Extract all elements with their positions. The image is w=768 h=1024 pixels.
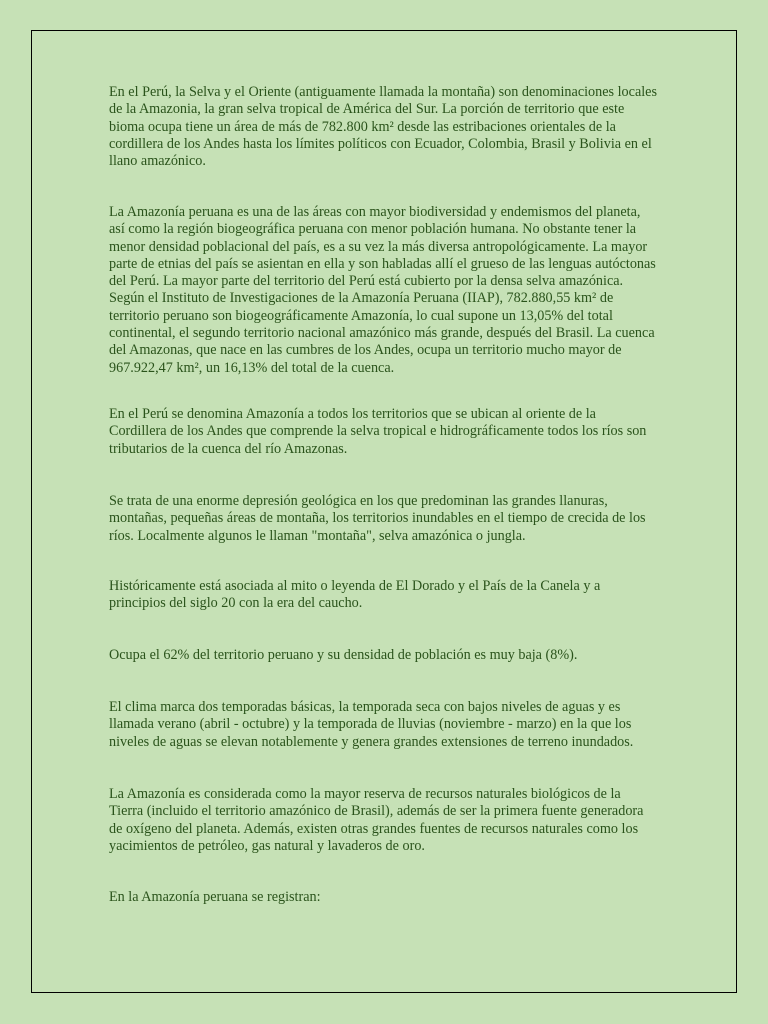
paragraph-geology: Se trata de una enorme depresión geológica en los que predominan las grandes llanuras, montañas, pequeñas áreas de montaña, los territorios inundables en el tiempo de crecida de los ríos. Localmente algunos le llaman "montaña", selva amazónica o jungla. [109,493,646,544]
paragraph-amazonia-definition: En el Perú, la Selva y el Oriente (antiguamente llamada la montaña) son denominaciones locales de la Amazonia, la gran selva tropical de América del Sur. La porción de territorio que este bioma ocupa tiene un área de más de 782.800 km² desde las estribaciones orientales de la cordillera de los Andes hasta los límites políticos con Ecuador, Colombia, Brasil y Bolivia en el llano amazónico. [109,84,657,170]
paragraph-climate: El clima marca dos temporadas básicas, la temporada seca con bajos niveles de aguas y es llamada verano (abril - octubre) y la temporada de lluvias (noviembre - marzo) en la que los niveles de aguas se elevan notablemente y genera grandes extensiones de terreno inundados. [109,699,634,750]
paragraph-natural-resources: La Amazonía es considerada como la mayor reserva de recursos naturales biológicos de la Tierra (incluido el territorio amazónico de Brasil), además de ser la primera fuente generadora de oxígeno del planeta. Además, existen otras grandes fuentes de recursos naturales como los yacimientos de petróleo, gas natural y lavaderos de oro. [109,786,644,854]
paragraph-history: Históricamente está asociada al mito o leyenda de El Dorado y el País de la Canela y a principios del siglo 20 con la era del caucho. [109,578,601,612]
paragraph-territory-definition: En el Perú se denomina Amazonía a todos los territorios que se ubican al oriente de la Cordillera de los Andes que comprende la selva tropical e hidrográficamente todos los ríos son tributarios de la cuenca del río Amazonas. [109,406,647,457]
paragraph-registry-intro: En la Amazonía peruana se registran: [109,889,321,905]
paragraph-biodiversity: La Amazonía peruana es una de las áreas con mayor biodiversidad y endemismos del planeta, así como la región biogeográfica peruana con menor población humana. No obstante tener la menor densidad poblacional del país, es a su vez la más diversa antropológicamente. La mayor parte de etnias del país se asientan en ella y son habladas allí el grueso de las lenguas autóctonas del Perú. La mayor parte del territorio del Perú está cubierto por la densa selva amazónica. Según el Instituto de Investigaciones de la Amazonía Peruana (IIAP), 782.880,55 km² de territorio peruano son biogeográficamente Amazonía, lo cual supone un 13,05% del total continental, el segundo territorio nacional amazónico más grande, después del Brasil. La cuenca del Amazonas, que nace en las cumbres de los Andes, ocupa un territorio mucho mayor de 967.922,47 km², un 16,13% del total de la cuenca. [109,204,656,376]
paragraph-population: Ocupa el 62% del territorio peruano y su densidad de población es muy baja (8%). [109,647,578,663]
